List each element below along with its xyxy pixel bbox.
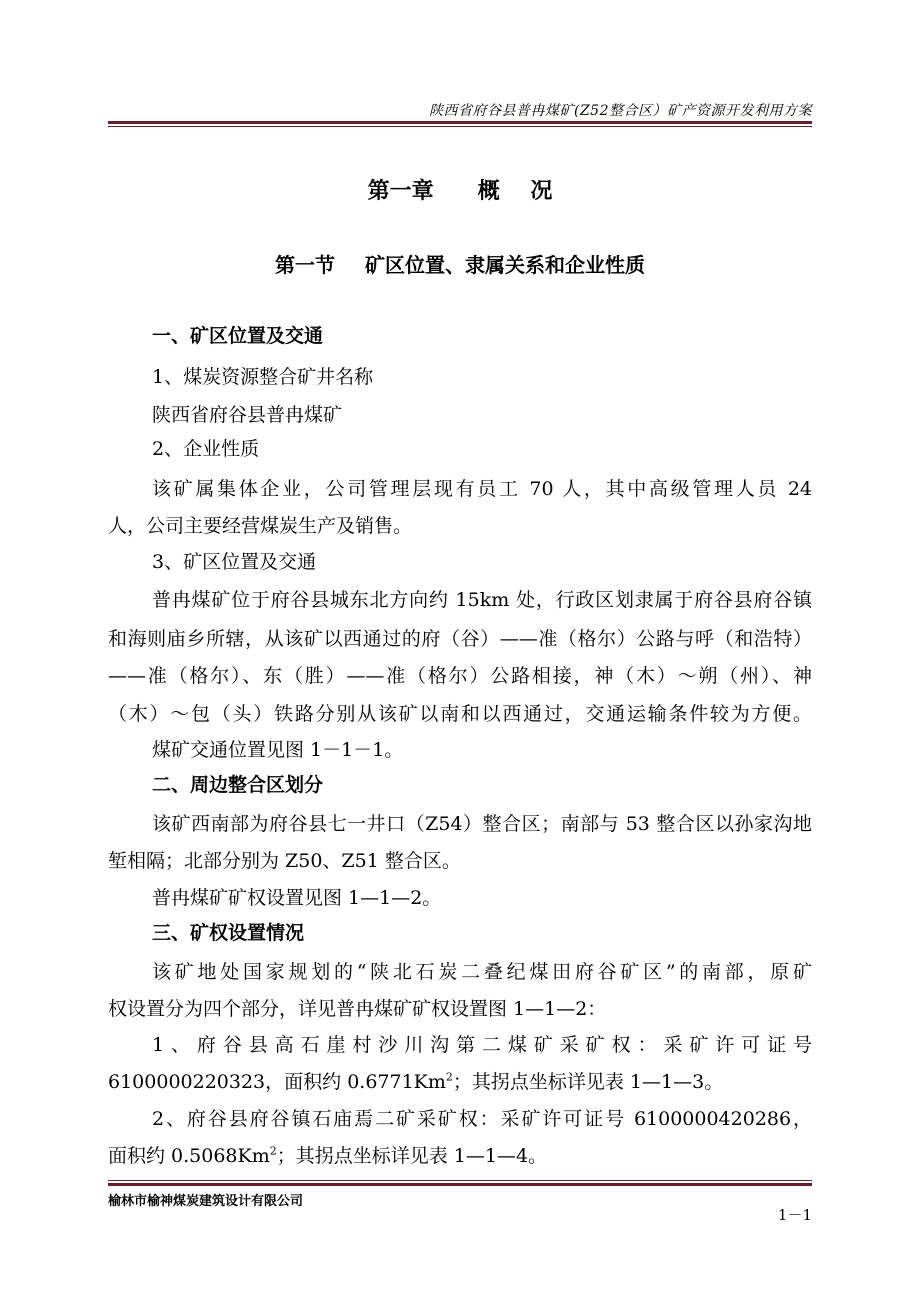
- paragraph-line: 权设置分为四个部分，详见普冉煤矿矿权设置图 1—1—2：: [108, 998, 607, 1020]
- paragraph-line: 1、府谷县高石崖村沙川沟第二煤矿采矿权：采矿许可证号: [152, 1034, 812, 1056]
- chapter-title: [0, 174, 920, 205]
- superscript: 2: [445, 1070, 453, 1084]
- heading-2: 二、周边整合区划分: [152, 774, 324, 796]
- chapter-label: 第一章: [367, 179, 434, 204]
- text-run: 6100000220323，面积约 0.6771Km: [108, 1071, 446, 1093]
- paragraph-line: 3、矿区位置及交通: [152, 551, 317, 573]
- paragraph-line: 2、企业性质: [152, 438, 260, 460]
- paragraph-line: 该矿属集体企业，公司管理层现有员工 70 人，其中高级管理人员 24: [152, 478, 812, 500]
- page-number: 1－1: [777, 1206, 812, 1224]
- section-name: 矿区位置、隶属关系和企业性质: [365, 253, 645, 277]
- section-label: 第一节: [275, 253, 335, 277]
- paragraph-line: [108, 1141, 547, 1168]
- section-title: [0, 249, 920, 278]
- paragraph-line: 1、煤炭资源整合矿井名称: [152, 366, 374, 388]
- paragraph-line: 和海则庙乡所辖，从该矿以西通过的府（谷）——准（格尔）公路与呼（和浩特）: [108, 628, 812, 650]
- header-rule-thin: [108, 126, 812, 127]
- footer-company: 榆林市榆神煤炭建筑设计有限公司: [108, 1194, 304, 1209]
- paragraph-line: 陕西省府谷县普冉煤矿: [152, 404, 343, 426]
- superscript: 2: [269, 1144, 277, 1158]
- text-run: 面积约 0.5068Km: [108, 1145, 270, 1167]
- running-header: 陕西省府谷县普冉煤矿(Z52整合区）矿产资源开发利用方案: [428, 103, 812, 119]
- paragraph-line: [108, 1067, 723, 1094]
- paragraph-line: 人，公司主要经营煤炭生产及销售。: [108, 515, 413, 537]
- chapter-name: 概 况: [477, 179, 553, 204]
- paragraph-line: 该矿西南部为府谷县七一井口（Z54）整合区；南部与 53 整合区以孙家沟地: [152, 813, 812, 835]
- paragraph-line: 该矿地处国家规划的“陕北石炭二叠纪煤田府谷矿区”的南部，原矿: [152, 961, 812, 983]
- text-run: ；其拐点坐标详见表 1—1—3。: [452, 1071, 724, 1093]
- paragraph-line: ——准（格尔）、东（胜）——准（格尔）公路相接，神（木）～朔（州）、神: [108, 665, 812, 687]
- paragraph-line: （木）～包（头）铁路分别从该矿以南和以西通过，交通运输条件较为方便。: [108, 703, 812, 725]
- paragraph-line: 普冉煤矿矿权设置见图 1—1—2。: [152, 887, 442, 909]
- paragraph-line: 堑相隔；北部分别为 Z50、Z51 整合区。: [108, 850, 461, 872]
- paragraph-line: 普冉煤矿位于府谷县城东北方向约 15km 处，行政区划隶属于府谷县府谷镇: [152, 589, 812, 611]
- header-rule-thick: [108, 121, 812, 124]
- paragraph-line: 煤矿交通位置见图 1－1－1。: [152, 739, 404, 761]
- text-run: ；其拐点坐标详见表 1—1—4。: [276, 1145, 548, 1167]
- heading-3: 三、矿权设置情况: [152, 922, 305, 944]
- footer-rule-thick: [108, 1183, 812, 1186]
- footer-rule-thin: [108, 1180, 812, 1181]
- paragraph-line: 2、府谷县府谷镇石庙焉二矿采矿权：采矿许可证号 6100000420286，: [152, 1108, 812, 1130]
- heading-1: 一、矿区位置及交通: [152, 325, 324, 347]
